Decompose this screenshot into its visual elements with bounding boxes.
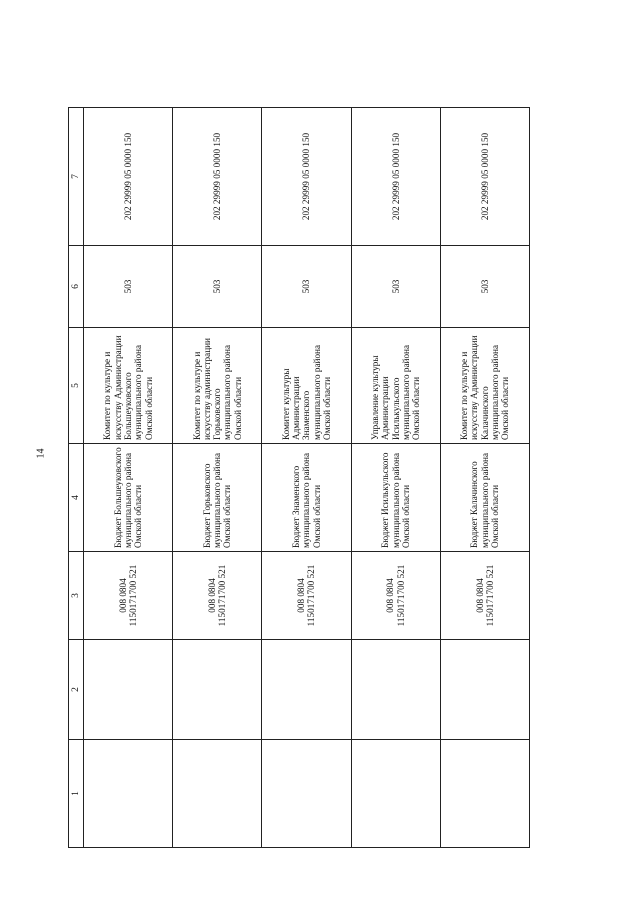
page-number: 14	[35, 448, 47, 459]
cell-budget: Бюджет Калачинского муниципального района Омской области	[440, 444, 529, 552]
table-container	[68, 108, 530, 848]
cell-admin-code: 503	[262, 246, 351, 328]
column-header: 5	[69, 328, 84, 444]
cell-code: 008 0804 1150171700 521	[84, 552, 173, 640]
cell-col2	[440, 640, 529, 740]
cell-administrator: Комитет по культуре и искусству Администрации Калачинского муниципального района Омской области	[440, 328, 529, 444]
budget-table	[68, 107, 530, 848]
cell-administrator: Комитет культуры Администрации Знаменского муниципального района Омской области	[262, 328, 351, 444]
column-header: 4	[69, 444, 84, 552]
column-header: 2	[69, 640, 84, 740]
cell-admin-code: 503	[84, 246, 173, 328]
cell-admin-code: 503	[351, 246, 440, 328]
cell-col1	[262, 740, 351, 848]
table-row	[84, 108, 173, 848]
cell-col2	[262, 640, 351, 740]
cell-col2	[351, 640, 440, 740]
cell-revenue-code: 202 29999 05 0000 150	[351, 108, 440, 246]
cell-col1	[84, 740, 173, 848]
cell-revenue-code: 202 29999 05 0000 150	[440, 108, 529, 246]
cell-administrator: Комитет по культуре и искусству Администрации Большеуковского муниципального района Омской области	[84, 328, 173, 444]
cell-budget: Бюджет Знаменского муниципального района Омской области	[262, 444, 351, 552]
cell-revenue-code: 202 29999 05 0000 150	[262, 108, 351, 246]
cell-admin-code: 503	[440, 246, 529, 328]
cell-budget: Бюджет Горьковского муниципального района Омской области	[173, 444, 262, 552]
cell-budget: Бюджет Исилькульского муниципального района Омской области	[351, 444, 440, 552]
cell-revenue-code: 202 29999 05 0000 150	[173, 108, 262, 246]
column-header: 3	[69, 552, 84, 640]
cell-admin-code: 503	[173, 246, 262, 328]
column-header: 7	[69, 108, 84, 246]
table-row	[440, 108, 529, 848]
cell-budget: Бюджет Большеуковского муниципального района Омской области	[84, 444, 173, 552]
column-header: 1	[69, 740, 84, 848]
cell-code: 008 0804 1150171700 521	[262, 552, 351, 640]
cell-col1	[440, 740, 529, 848]
cell-revenue-code: 202 29999 05 0000 150	[84, 108, 173, 246]
column-header: 6	[69, 246, 84, 328]
cell-administrator: Управление культуры Администрации Исилькульского муниципального района Омской области	[351, 328, 440, 444]
cell-col1	[173, 740, 262, 848]
cell-code: 008 0804 1150171700 521	[173, 552, 262, 640]
header-row	[69, 108, 84, 848]
table-row	[173, 108, 262, 848]
table-row	[351, 108, 440, 848]
cell-administrator: Комитет по культуре и искусству администрации Горьковского муниципального района Омской области	[173, 328, 262, 444]
table-row	[262, 108, 351, 848]
cell-code: 008 0804 1150171700 521	[351, 552, 440, 640]
cell-code: 008 0804 1150171700 521	[440, 552, 529, 640]
cell-col1	[351, 740, 440, 848]
cell-col2	[84, 640, 173, 740]
cell-col2	[173, 640, 262, 740]
